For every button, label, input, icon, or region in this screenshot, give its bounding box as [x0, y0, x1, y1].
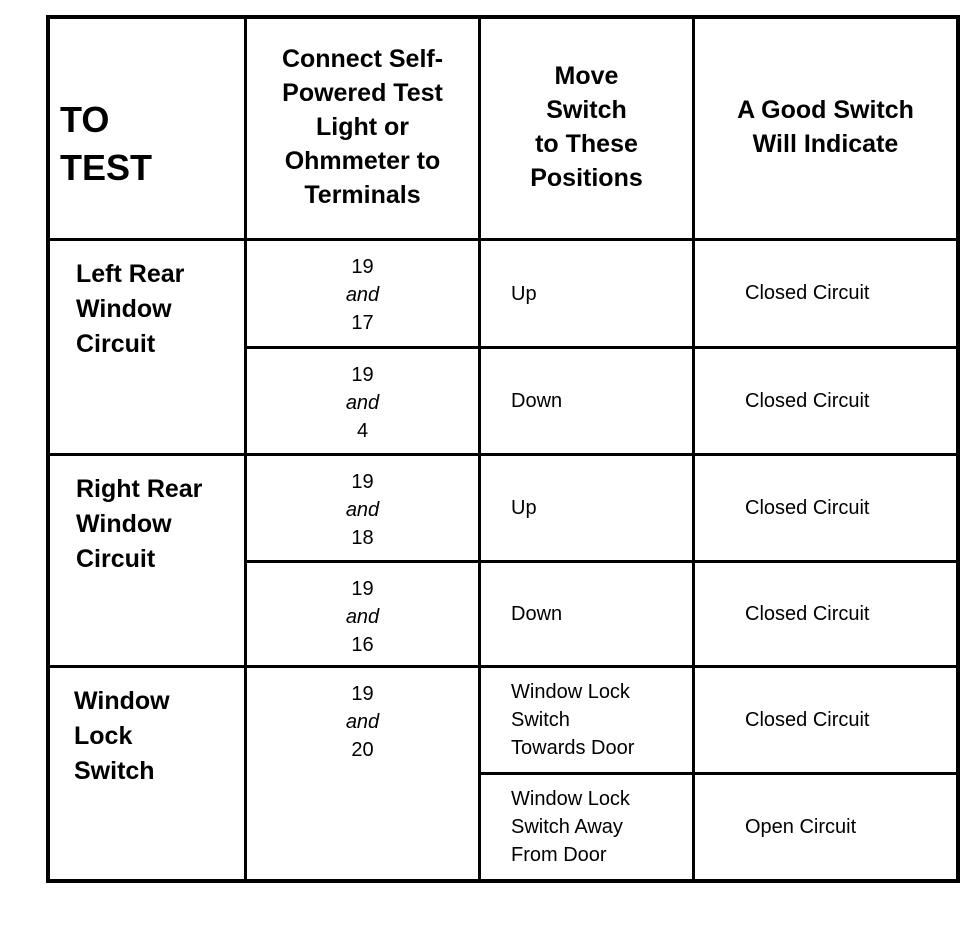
- terminal-and: and: [345, 284, 380, 306]
- position-cell: [481, 241, 692, 346]
- header-line: to These: [535, 129, 638, 158]
- header-line: Positions: [530, 163, 643, 192]
- terminal-number: 17: [351, 312, 374, 334]
- header-line: Ohmmeter to: [284, 146, 441, 175]
- header-line: Powered Test: [282, 78, 443, 107]
- position-text: Up: [511, 282, 537, 305]
- position-cell: [481, 349, 692, 453]
- test-right-rear-window: [50, 456, 244, 665]
- header-line: Connect Self-: [281, 44, 444, 73]
- test-line: Left Rear: [76, 260, 185, 288]
- test-line: Lock: [74, 722, 133, 750]
- test-line: Window: [76, 510, 172, 538]
- header-to-test: [50, 19, 244, 238]
- header-positions: [481, 19, 692, 238]
- result-text: Closed Circuit: [745, 282, 870, 304]
- result-cell: [695, 563, 956, 665]
- test-line: Switch: [74, 757, 155, 785]
- position-text: Down: [511, 390, 563, 412]
- terminal-number: 18: [351, 527, 374, 549]
- position-text: Switch Away: [511, 816, 623, 838]
- terminal-number: 20: [351, 739, 374, 761]
- header-line: TEST: [60, 146, 153, 188]
- terminal-number: 16: [351, 634, 374, 656]
- header-indicate: [695, 19, 956, 238]
- header-line: A Good Switch: [737, 95, 914, 124]
- switch-test-table: [46, 15, 960, 883]
- terminals-cell: [247, 456, 478, 560]
- terminals-cell: [247, 241, 478, 346]
- header-terminals: [247, 19, 478, 238]
- result-text: Closed Circuit: [745, 389, 870, 412]
- position-cell: [481, 668, 692, 772]
- result-cell: [695, 775, 956, 879]
- terminal-and: and: [345, 711, 380, 733]
- result-cell: [695, 241, 956, 346]
- terminal-and: and: [345, 392, 380, 414]
- position-cell: [481, 456, 692, 560]
- test-left-rear-window: [50, 241, 244, 453]
- header-line: Terminals: [304, 180, 421, 209]
- terminal-number: 19: [351, 683, 374, 705]
- position-text: Window Lock: [511, 681, 630, 703]
- test-window-lock-switch: [50, 668, 244, 879]
- terminals-cell: [247, 349, 478, 453]
- position-text: Switch: [511, 709, 570, 731]
- position-text: Towards Door: [511, 737, 635, 759]
- terminal-number: 4: [356, 420, 369, 442]
- terminals-cell: [247, 668, 478, 879]
- terminal-and: and: [345, 499, 380, 521]
- test-line: Window: [76, 295, 172, 323]
- result-text: Open Circuit: [745, 815, 857, 838]
- test-line: Window: [74, 687, 170, 715]
- header-line: Switch: [546, 95, 627, 124]
- position-cell: [481, 775, 692, 879]
- test-line: Circuit: [76, 545, 156, 573]
- test-line: Right Rear: [76, 475, 203, 503]
- terminal-number: 19: [351, 364, 374, 386]
- result-text: Closed Circuit: [745, 708, 870, 731]
- terminal-number: 19: [351, 471, 374, 493]
- terminal-and: and: [345, 606, 380, 628]
- header-line: Will Indicate: [752, 129, 899, 158]
- position-text: Up: [511, 497, 537, 519]
- terminals-cell: [247, 563, 478, 665]
- result-cell: [695, 456, 956, 560]
- position-text: Window Lock: [511, 788, 630, 810]
- header-line: TO: [60, 98, 110, 140]
- result-cell: [695, 349, 956, 453]
- position-text: From Door: [511, 844, 607, 866]
- result-text: Closed Circuit: [745, 496, 870, 519]
- terminal-number: 19: [351, 578, 374, 600]
- header-line: Move: [554, 61, 619, 90]
- terminal-number: 19: [351, 256, 374, 278]
- position-text: Down: [511, 603, 563, 625]
- test-line: Circuit: [76, 330, 156, 358]
- header-line: Light or: [315, 112, 410, 141]
- result-text: Closed Circuit: [745, 602, 870, 625]
- position-cell: [481, 563, 692, 665]
- result-cell: [695, 668, 956, 772]
